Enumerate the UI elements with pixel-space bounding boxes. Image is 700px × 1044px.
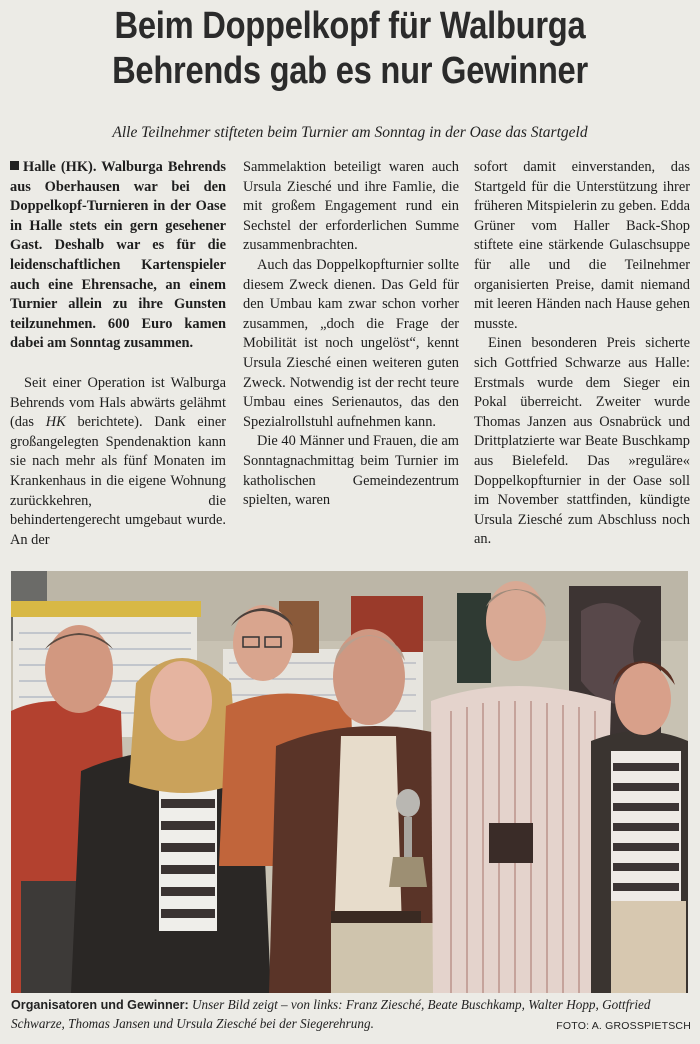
article-column-2 [243, 158, 459, 511]
article-lead-text: Halle (HK). Walburga Behrends aus Oberhausen war bei den Doppelkopf-Turnieren in der Oase in Halle stets ein gern gesehener Gast. Deshalb war es für die leidenschaftlichen Kartenspieler auch eine Ehrensache, an einem Turnier allein zu ihre Gunsten teilzunehmen. 600 Euro kamen dabei am Sonntag zusammen. [10, 159, 226, 352]
article-paragraph: Einen besonderen Preis sicherte sich Gottfried Schwarze aus Halle: Erstmals wurde dem Sieger ein Pokal überreicht. Zweiter wurde Thomas Janzen aus Osnabrück und Drittplatzierte war Beate Buschkamp aus Bielefeld. Das »reguläre« Doppelkopfturnier in der Oase soll im November stattfinden, kündigte Ursula Ziesché zum Abschluss noch an. [474, 335, 690, 548]
article-paragraph: sofort damit einverstanden, das Startgeld für die Unterstützung ihrer früheren Mitspielerin zu geben. Edda Grüner vom Haller Back-Shop stiftete eine stärkende Gulaschsuppe für alle und die Teilnehmer organisierten Preise, damit niemand mit leeren Händen nach Hause gehen musste. [474, 159, 690, 332]
headline-line-2: Behrends gab es nur Gewinner [112, 50, 588, 92]
caption-text: Unser Bild zeigt – von links: Franz Ziesché, Beate Buschkamp, Walter Hopp, Gottfried Schwarze, Thomas Jansen und Ursula Ziesché bei der Siegerehrung. [11, 997, 651, 1031]
caption-label: Organisatoren und Gewinner: [11, 998, 189, 1012]
headline-line-1: Beim Doppelkopf für Walburga [114, 5, 586, 47]
article-paragraph [10, 374, 226, 550]
paragraph-text: Seit einer Operation ist Walburga Behrends vom Hals abwärts gelähmt (das [10, 374, 226, 431]
article-paragraph: Auch das Doppelkopfturnier sollte diesem Zweck dienen. Das Geld für den Umbau kam zwar schon vorher zusammen, „doch die Frage der Mobilität ist noch ungelöst“, kennt Ursula Ziesché einen weiteren guten Zweck. Notwendig ist der recht teure Umbau eines Serienautos, das den Spezialrollstuhl aufnehmen kann. [243, 256, 459, 430]
photo-credit: FOTO: A. GROSSPIETSCH [556, 1020, 691, 1032]
group-photo-illustration [11, 571, 688, 993]
article-paragraph: Sammelaktion beteiligt waren auch Ursula Ziesché und ihre Famlie, die mit großem Engagement rund ein Sechstel der erforderlichen Summe zusammenbrachten. [243, 159, 459, 254]
article-column-3 [474, 158, 690, 550]
hk-abbreviation: HK [45, 414, 66, 431]
article-subheadline: Alle Teilnehmer stifteten beim Turnier am Sonntag in der Oase das Startgeld [112, 124, 588, 141]
article-photo [11, 571, 688, 993]
article-paragraph: Die 40 Männer und Frauen, die am Sonntagnachmittag beim Turnier im katholischen Gemeindezentrum spielten, waren [243, 433, 459, 509]
paragraph-text: berichtete). Dank einer großangelegten Spendenaktion kann sie nach mehr als fünf Monaten im Krankenhaus in die eigene Wohnung zurückkehren, die behindertengerecht umgebaut wurde. An der [10, 414, 226, 548]
article-headline [49, 4, 651, 94]
square-bullet-icon [10, 161, 19, 170]
article-lead [10, 158, 226, 354]
article-column-1 [10, 158, 226, 550]
